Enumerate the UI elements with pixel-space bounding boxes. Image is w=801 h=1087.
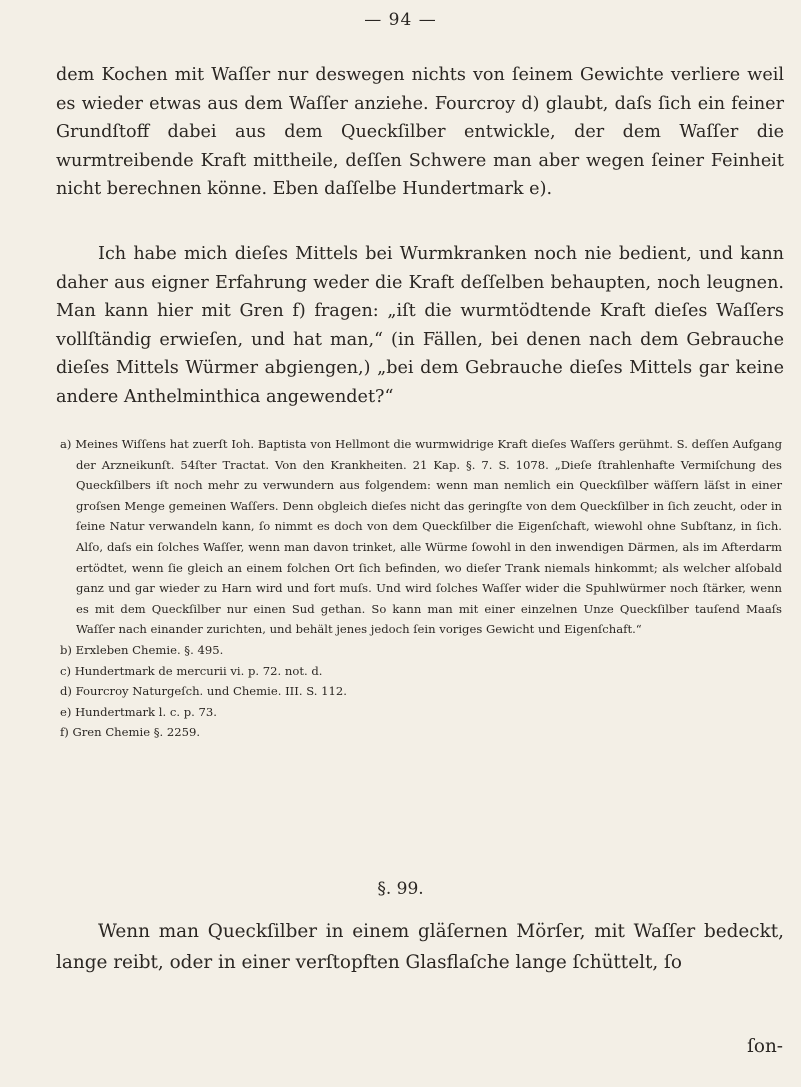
footnote-d: d) Fourcroy Naturgeſch. und Chemie. III. S. 112. — [60, 684, 347, 699]
main-text-p3 — [56, 917, 784, 978]
paragraph-1: dem Kochen mit Waſſer nur deswegen nichts von ſeinem Gewichte verliere weil es wieder etwas aus dem Waſſer anziehe. Fourcroy d) glaubt, daſs ſich ein feiner Grundſtoff dabei aus dem Queckſilber entwickle, der dem Waſſer die wurmtreibende Kraft mittheile, deſſen Schwere man aber wegen ſeiner Feinheit nicht berechnen könne. Eben daſſelbe Hundertmark e). — [56, 65, 784, 200]
section-heading: §. 99. — [377, 879, 424, 899]
main-text-p1 — [56, 61, 784, 204]
footnote-e: e) Hundertmark l. c. p. 73. — [60, 704, 217, 719]
main-text-p2 — [56, 240, 784, 412]
page-number: — 94 — — [364, 10, 437, 30]
footnotes — [60, 434, 782, 743]
footnote-f: f) Gren Chemie §. 2259. — [60, 725, 201, 740]
footnote-b: b) Erxleben Chemie. §. 495. — [60, 642, 224, 657]
footnote-a: a) Meines Wiſſens hat zuerſt Ioh. Baptista von Hellmont die wurmwidrige Kraft dieſes Waſſers gerühmt. S. deſſen Aufgang der Arzneikunſt. 54ſter Tractat. Von den Krankheiten. 21 Kap. §. 7. S. 1078. „Dieſe ſtrahlenhafte Vermiſchung des Queckſilbers iſt noch mehr zu verwundern aus folgendem: wenn man nemlich ein Queckſilber wäſſern läſst in einer groſsen Menge gemeinen Waſſers. Denn obgleich dieſes nicht das geringſte von dem Queckſilber in ſich zeucht, oder in ſeine Natur verwandeln kann, ſo nimmt es doch von dem Queckſilber die Eigenſchaft, wiewohl ohne Subſtanz, in ſich. Alſo, daſs ein ſolches Waſſer, wenn man davon trinket, alle Würme ſowohl in den inwendigen Därmen, als im Afterdarm ertödtet, wenn ſie gleich an einem folchen Ort ſich befinden, wo dieſer Trank niemals hinkommt; als welcher alſobald ganz und gar wieder zu Harn wird und fort muſs. Und wird ſolches Waſſer wider die Spuhlwürmer noch ſtärker, wenn es mit dem Queckſilber nur einen Sud gethan. So kann man mit einer einzelnen Unze Queckſilber tauſend Maaſs Waſſer nach einander zurichten, und behält jenes jedoch ſein voriges Gewicht und Eigenſchaft.“ — [60, 437, 782, 637]
paragraph-2: Ich habe mich dieſes Mittels bei Wurmkranken noch nie bedient, und kann daher aus eigner Erfahrung weder die Kraft deſſelben behaupten, noch leugnen. Man kann hier mit Gren f) fragen: „iſt die wurmtödtende Kraft dieſes Waſſers vollſtändig erwieſen, und hat man,“ (in Fällen, bei denen nach dem Gebrauche dieſes Mittels Würmer abgiengen,) „bei dem Gebrauche dieſes Mittels gar keine andere Anthelminthica angewendet?“ — [56, 244, 784, 407]
catchword: ſon- — [747, 1036, 783, 1057]
paragraph-3: Wenn man Queckſilber in einem gläſernen Mörſer, mit Waſſer bedeckt, lange reibt, oder in einer verſtopften Glasflaſche lange ſchüttelt, ſo — [56, 921, 784, 973]
footnote-c: c) Hundertmark de mercurii vi. p. 72. not. d. — [60, 663, 323, 678]
